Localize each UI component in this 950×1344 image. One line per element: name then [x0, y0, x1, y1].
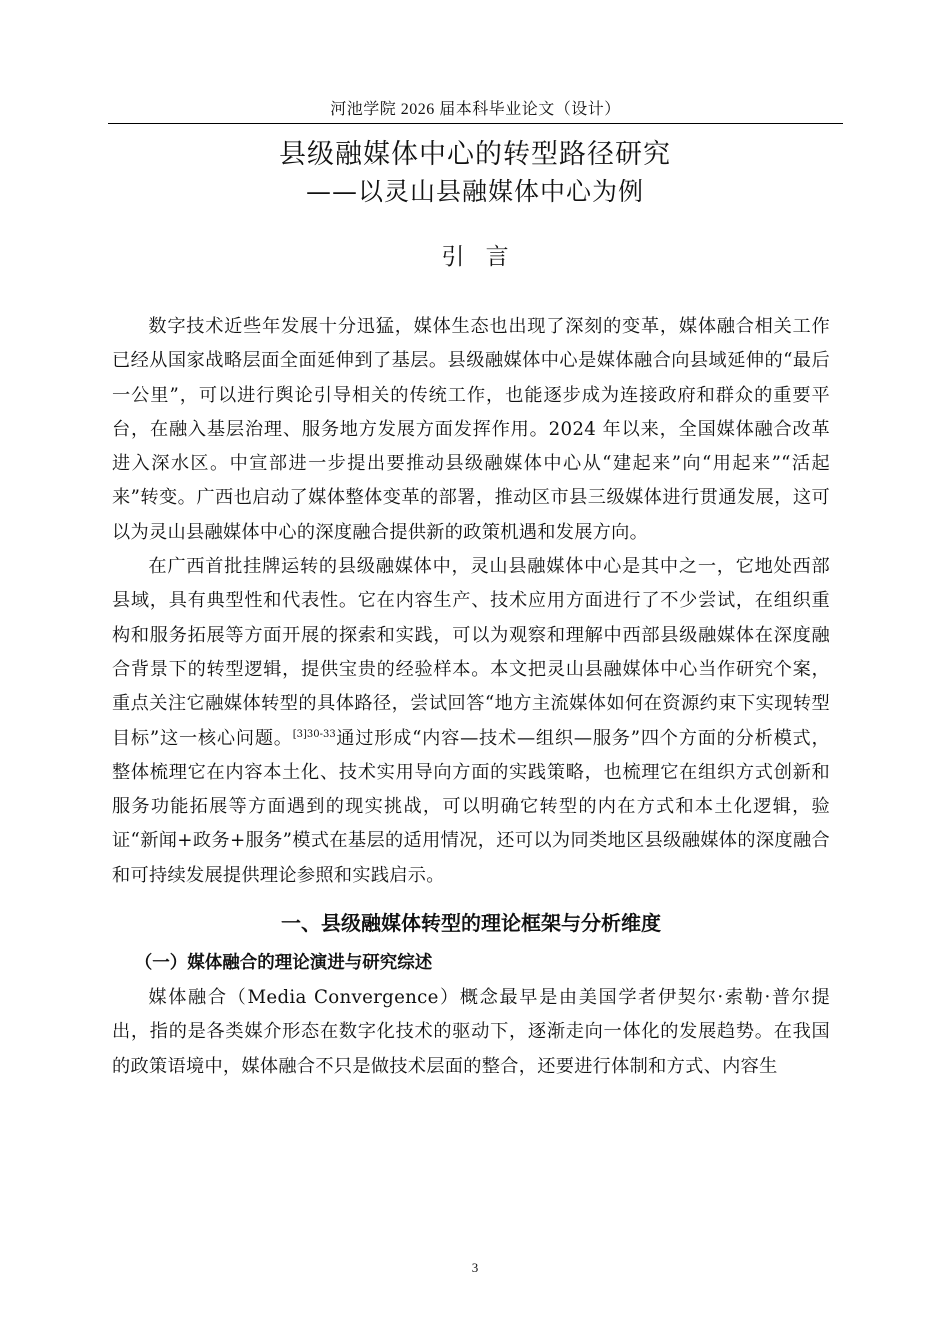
citation-superscript: [3]30-33 [292, 728, 336, 740]
paper-title: 县级融媒体中心的转型路径研究 [279, 139, 671, 170]
section-paragraph-1: 媒体融合（Media Convergence）概念最早是由美国学者伊契尔·索勒·普尔提出，指的是各类媒介形态在数字化技术的驱动下，逐渐走向一体化的发展趋势。在我国的政策语境中，媒体融合不只是做技术层面的整合，还要进行体制和方式、内容生 [112, 987, 830, 1077]
intro-heading: 引 言 [441, 244, 509, 270]
paper-subtitle: ——以灵山县融媒体中心为例 [305, 177, 644, 206]
page-number: 3 [471, 1260, 479, 1275]
body-text [112, 310, 830, 1084]
intro-paragraph-2-part-1: 在广西首批挂牌运转的县级融媒体中，灵山县融媒体中心是其中之一，它地处西部县域，具有典型性和代表性。它在内容生产、技术应用方面进行了不少尝试，在组织重构和服务拓展等方面开展的探索和实践，可以为观察和理解中西部县级融媒体在深度融合背景下的转型逻辑，提供宝贵的经验样本。本文把灵山县融媒体中心当作研究个案，重点关注它融媒体转型的具体路径，尝试回答“地方主流媒体如何在资源约束下实现转型目标”这一核心问题。 [112, 556, 830, 749]
intro-paragraph-2-part-2: 通过形成“内容—技术—组织—服务”四个方面的分析模式，整体梳理它在内容本土化、技术实用导向方面的实践策略，也梳理它在组织方式创新和服务功能拓展等方面遇到的现实挑战，可以明确它转型的内在方式和本土化逻辑，验证“新闻+政务+服务”模式在基层的适用情况，还可以为同类地区县级融媒体的深度融合和可持续发展提供理论参照和实践启示。 [112, 727, 830, 886]
section-heading: 一、县级融媒体转型的理论框架与分析维度 [281, 911, 661, 936]
header-rule [108, 123, 843, 124]
running-header: 河池学院 2026 届本科毕业论文（设计） [330, 101, 621, 118]
subsection-heading: （一）媒体融合的理论演进与研究综述 [134, 953, 433, 974]
intro-paragraph-1: 数字技术近些年发展十分迅猛，媒体生态也出现了深刻的变革，媒体融合相关工作已经从国家战略层面全面延伸到了基层。县级融媒体中心是媒体融合向县域延伸的“最后一公里”，可以进行舆论引导相关的传统工作，也能逐步成为连接政府和群众的重要平台，在融入基层治理、服务地方发展方面发挥作用。2024 年以来，全国媒体融合改革进入深水区。中宣部进一步提出要推动县级融媒体中心从“建起来”向“用起来”“活起来”转变。广西也启动了媒体整体变革的部署，推动区市县三级媒体进行贯通发展，这可以为灵山县融媒体中心的深度融合提供新的政策机遇和发展方向。 [112, 316, 830, 543]
intro-paragraph-2 [112, 550, 830, 893]
